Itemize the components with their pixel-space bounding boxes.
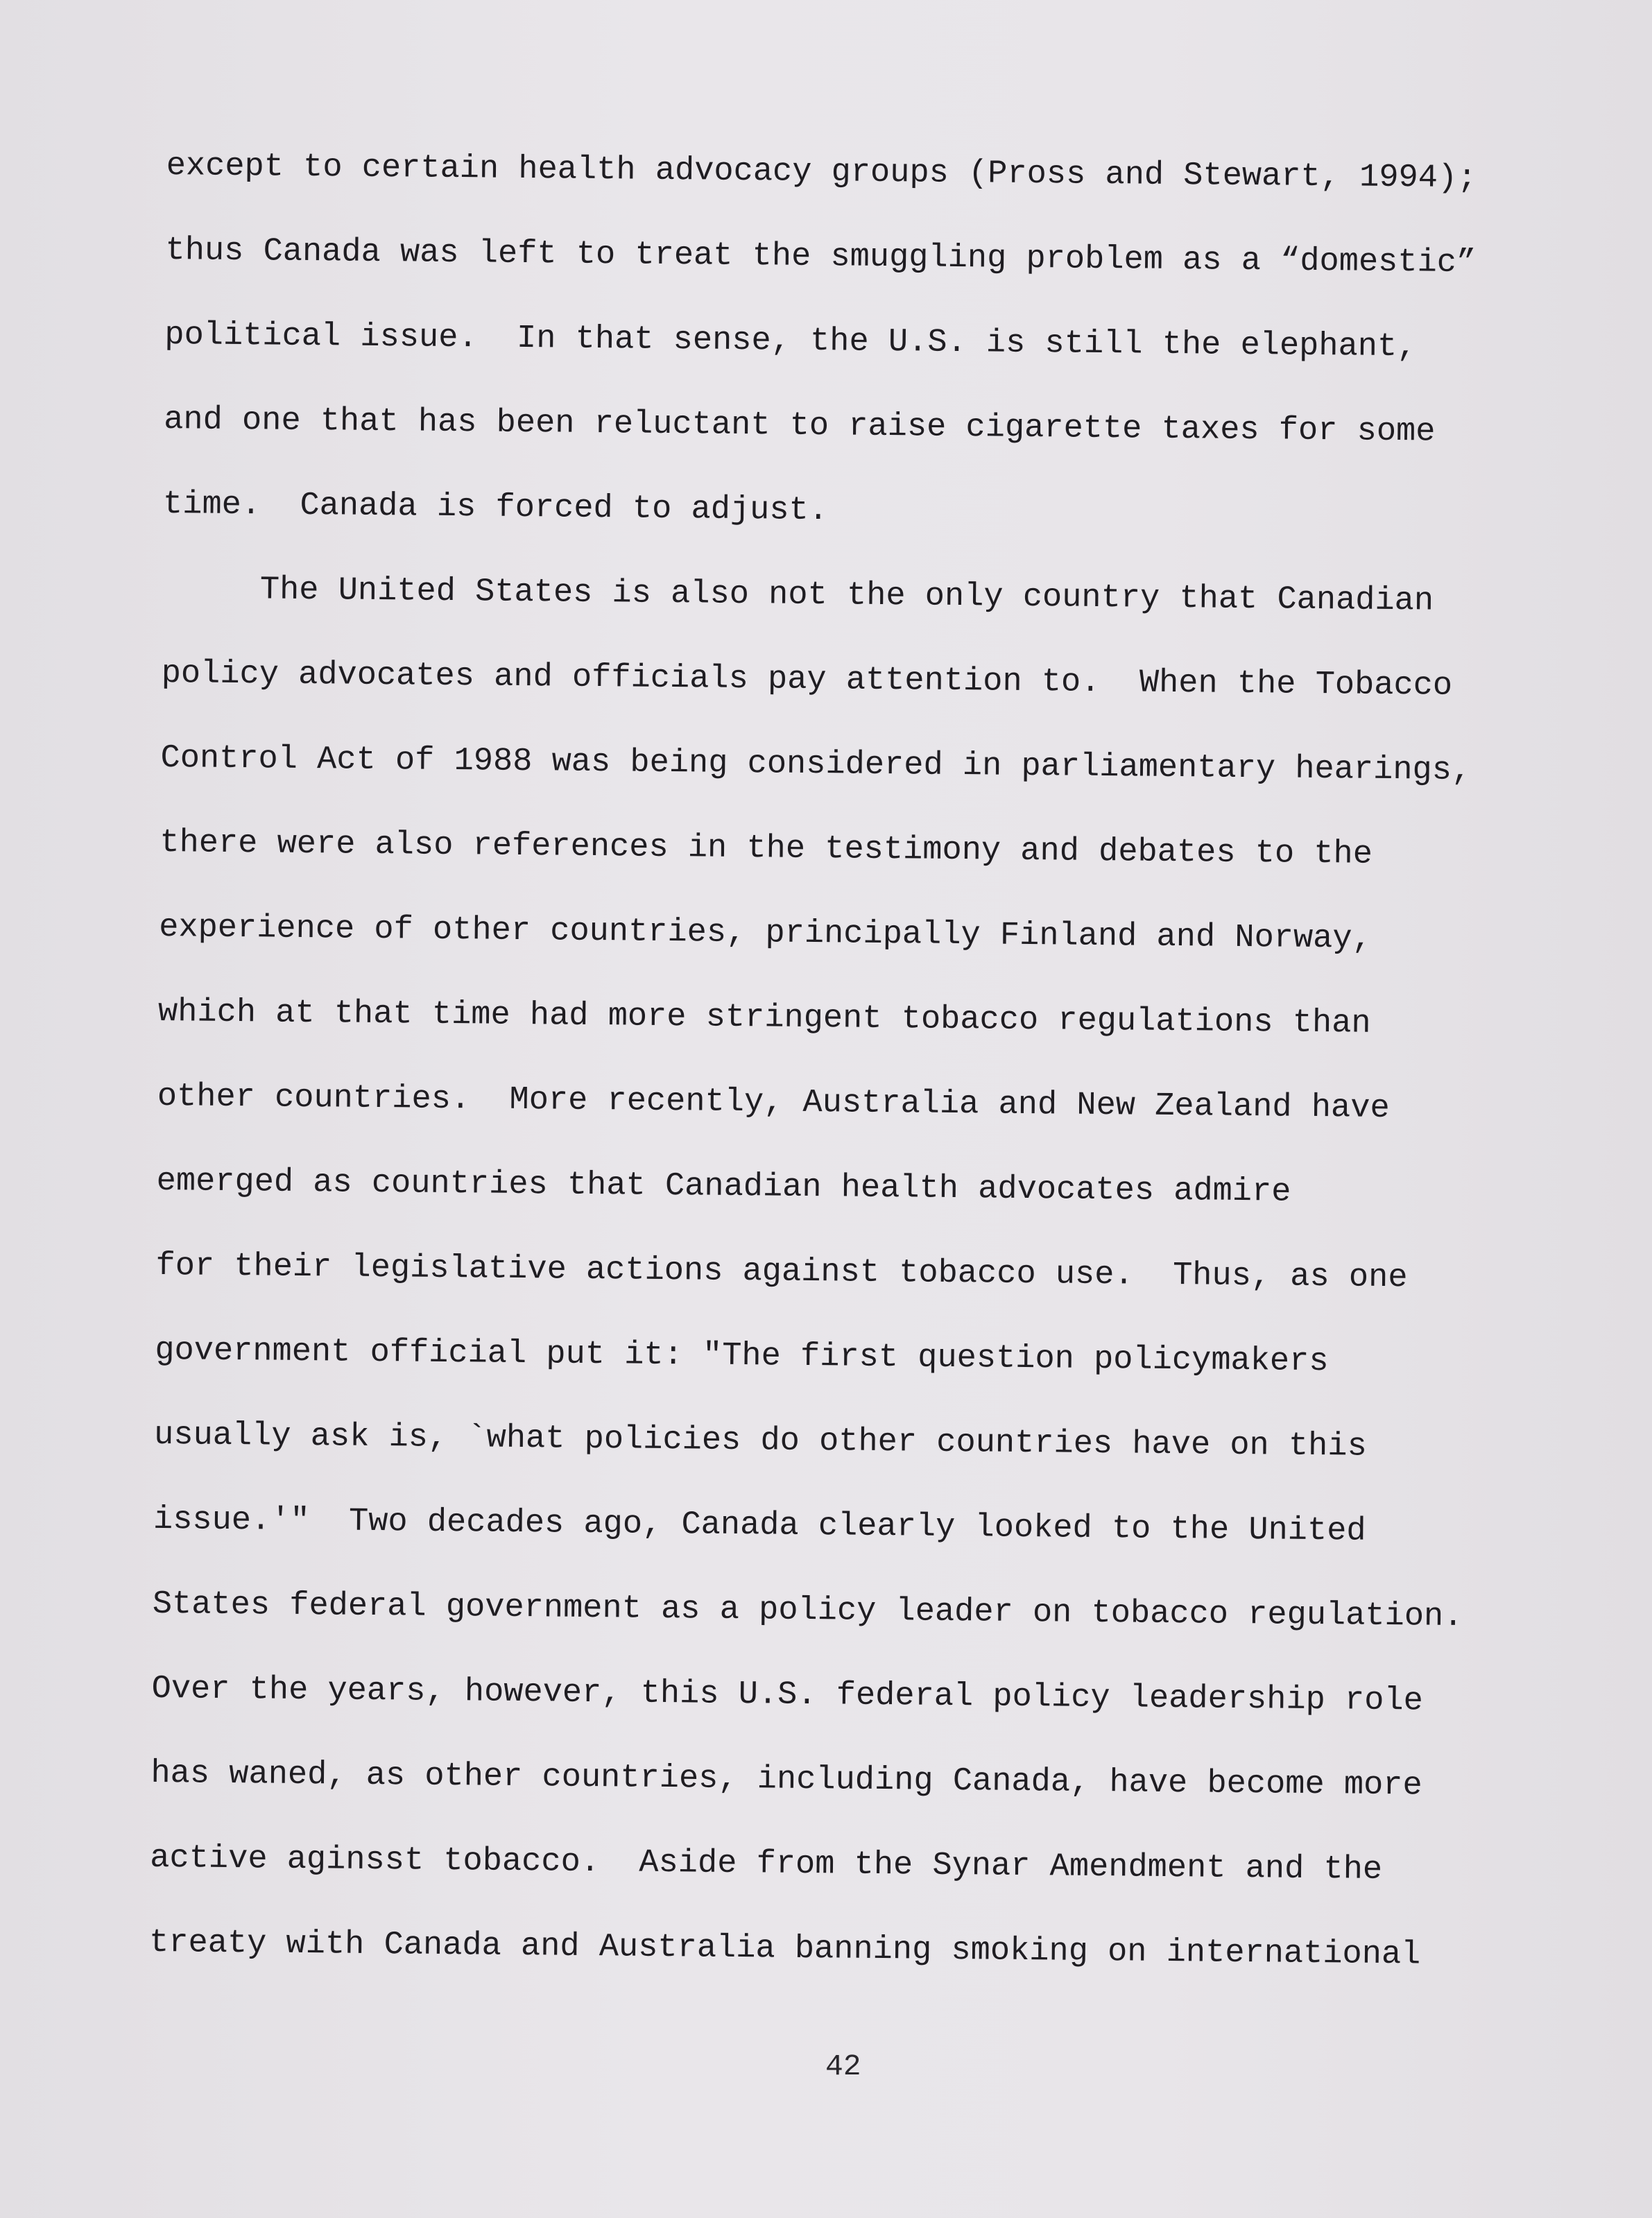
text-line: political issue. In that sense, the U.S. is still the elephant, — [164, 316, 1417, 366]
text-line: experience of other countries, principally Finland and Norway, — [158, 909, 1373, 958]
text-line: treaty with Canada and Australia banning smoking on international — [148, 1924, 1421, 1974]
text-line: which at that time had more stringent tobacco regulations than — [157, 993, 1371, 1042]
text-line: active aginsst tobacco. Aside from the Synar Amendment and the — [150, 1839, 1383, 1889]
text-line: and one that has been reluctant to raise cigarette taxes for some — [163, 401, 1436, 451]
text-line: policy advocates and officials pay attention to. When the Tobacco — [161, 655, 1453, 705]
text-line: government official put it: "The first question policymakers — [155, 1332, 1329, 1381]
text-line: thus Canada was left to treat the smuggling problem as a “domestic” — [165, 232, 1477, 282]
text-line: emerged as countries that Canadian health advocates admire — [156, 1162, 1291, 1211]
text-line: except to certain health advocacy groups (Pross and Stewart, 1994); — [166, 147, 1477, 198]
text-line: issue.'" Two decades ago, Canada clearly looked to the United — [153, 1501, 1366, 1550]
text-line: usually ask is, `what policies do other countries have on this — [153, 1416, 1368, 1465]
page-number: 42 — [825, 2049, 861, 2083]
body-text — [148, 146, 1581, 1974]
text-line: States federal government as a policy leader on tobacco regulation. — [152, 1585, 1463, 1636]
text-line: The United States is also not the only country that Canadian — [162, 570, 1434, 620]
text-line: for their legislative actions against tobacco use. Thus, as one — [155, 1247, 1408, 1297]
text-line: Over the years, however, this U.S. federal policy leadership role — [151, 1670, 1424, 1720]
text-line: has waned, as other countries, including Canada, have become more — [150, 1755, 1422, 1805]
text-line: Control Act of 1988 was being considered in parliamentary hearings, — [160, 739, 1472, 790]
text-line: there were also references in the testimony and debates to the — [160, 824, 1373, 873]
text-line: other countries. More recently, Australia and New Zealand have — [157, 1078, 1390, 1127]
text-line: time. Canada is forced to adjust. — [162, 485, 829, 530]
